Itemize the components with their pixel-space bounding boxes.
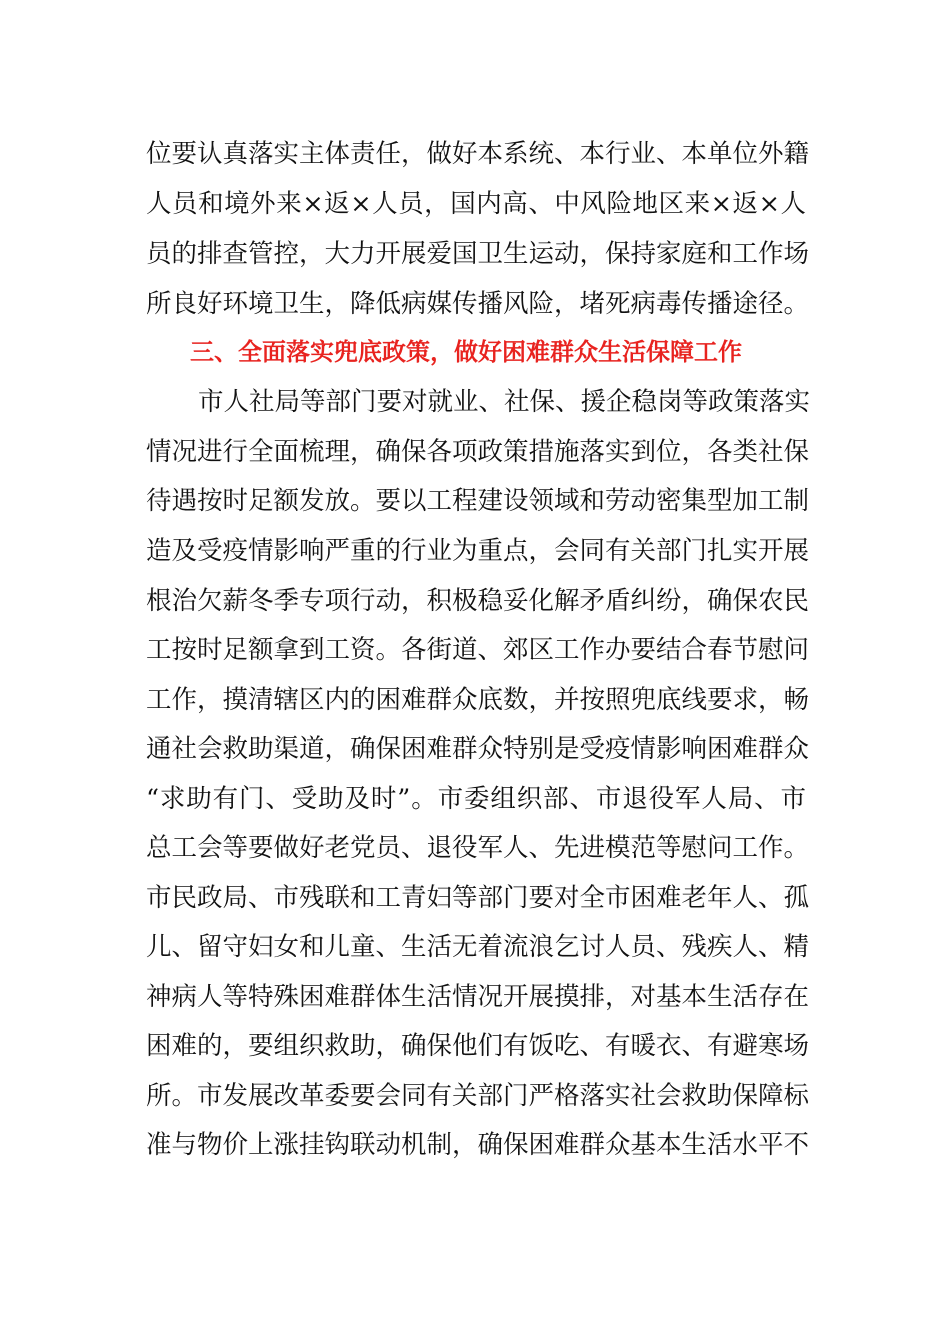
paragraph-line: “求助有门、受助及时”。市委组织部、市退役军人局、市 <box>146 784 806 814</box>
paragraph-line: 所。市发展改革委要会同有关部门严格落实社会救助保障标 <box>146 1081 810 1111</box>
paragraph-line: 造及受疫情影响严重的行业为重点，会同有关部门扎实开展 <box>146 536 810 566</box>
paragraph-line: 困难的，要组织救助，确保他们有饭吃、有暖衣、有避寒场 <box>146 1031 810 1061</box>
paragraph-line: 人员和境外来×返×人员，国内高、中风险地区来×返×人 <box>146 189 806 219</box>
paragraph-line: 情况进行全面梳理，确保各项政策措施落实到位，各类社保 <box>146 437 810 467</box>
paragraph-line: 神病人等特殊困难群体生活情况开展摸排，对基本生活存在 <box>146 982 810 1012</box>
paragraph-line: 工作，摸清辖区内的困难群众底数，并按照兜底线要求，畅 <box>146 685 810 715</box>
paragraph-line: 员的排查管控，大力开展爱国卫生运动，保持家庭和工作场 <box>146 239 810 269</box>
paragraph-line: 准与物价上涨挂钩联动机制，确保困难群众基本生活水平不 <box>146 1130 810 1160</box>
paragraph-line: 市人社局等部门要对就业、社保、援企稳岗等政策落实 <box>198 387 811 417</box>
paragraph-line: 总工会等要做好老党员、退役军人、先进模范等慰问工作。 <box>146 833 810 863</box>
paragraph-line: 通社会救助渠道，确保困难群众特别是受疫情影响困难群众 <box>146 734 810 764</box>
paragraph-line: 市民政局、市残联和工青妇等部门要对全市困难老年人、孤 <box>146 883 810 913</box>
paragraph-line: 待遇按时足额发放。要以工程建设领域和劳动密集型加工制 <box>146 486 810 516</box>
paragraph-line: 位要认真落实主体责任，做好本系统、本行业、本单位外籍 <box>146 139 810 169</box>
paragraph-line: 儿、留守妇女和儿童、生活无着流浪乞讨人员、残疾人、精 <box>146 932 810 962</box>
paragraph-line: 根治欠薪冬季专项行动，积极稳妥化解矛盾纠纷，确保农民 <box>146 586 810 616</box>
section-heading: 三、全面落实兜底政策，做好困难群众生活保障工作 <box>190 338 742 366</box>
paragraph-line: 所良好环境卫生，降低病媒传播风险，堵死病毒传播途径。 <box>146 289 810 319</box>
paragraph-line: 工按时足额拿到工资。各街道、郊区工作办要结合春节慰问 <box>146 635 810 665</box>
